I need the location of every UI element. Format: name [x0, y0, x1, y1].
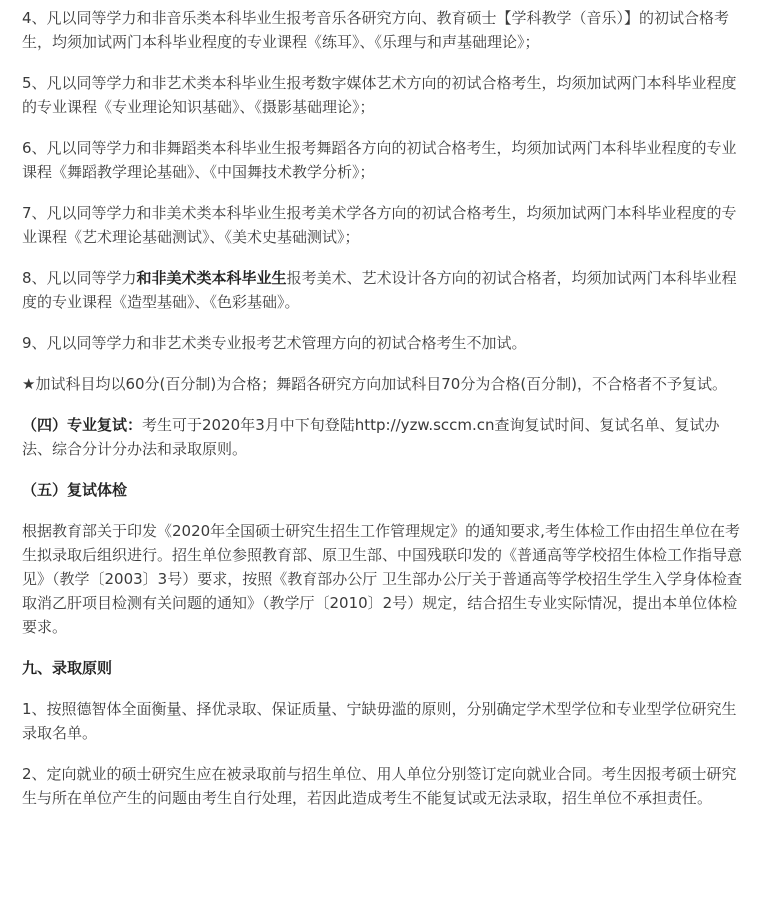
section-9-heading: 九、录取原则 — [22, 659, 113, 677]
paragraph-item-6: 6、凡以同等学力和非舞蹈类本科毕业生报考舞蹈各方向的初试合格考生，均须加试两门本科毕业程度的专业课程《舞蹈教学理论基础》、《中国舞技术教学分析》； — [22, 139, 737, 181]
section-4-text: 考生可于2020年3月中下旬登陆http://yzw.sccm.cn查询复试时间、复试名单、复试办法、综合分计分办法和录取原则。 — [22, 416, 720, 458]
section-4-retest — [22, 413, 748, 461]
document-body — [22, 0, 748, 810]
section-4-heading: （四）专业复试： — [22, 416, 143, 434]
paragraph-item-7: 7、凡以同等学力和非美术类本科毕业生报考美术学各方向的初试合格考生，均须加试两门本科毕业程度的专业课程《艺术理论基础测试》、《美术史基础测试》； — [22, 204, 737, 246]
section-5-heading: （五）复试体检 — [22, 481, 128, 499]
paragraph-item-8-rest: 报考美术、艺术设计各方向的初试合格者，均须加试两门本科毕业程度的专业课程《造型基础》、《色彩基础》。 — [22, 269, 737, 311]
paragraph-item-4: 4、凡以同等学力和非音乐类本科毕业生报考音乐各研究方向、教育硕士【学科教学（音乐）】的初试合格考生，均须加试两门本科毕业程度的专业课程《练耳》、《乐理与和声基础理论》； — [22, 9, 730, 51]
section-5-text: 根据教育部关于印发《2020年全国硕士研究生招生工作管理规定》的通知要求,考生体检工作由招生单位在考生拟录取后组织进行。招生单位参照教育部、原卫生部、中国残联印发的《普通高等学校招生体检工作指导意见》（教学〔2003〕3号）要求，按照《教育部办公厅 卫生部办公厅关于普通高等学校招生学生入学身体检查取消乙肝项目检测有关问题的通知》（教学厅〔2010〕2号）规定，结合招生专业实际情况，提出本单位体检要求。 — [22, 522, 743, 636]
paragraph-item-8-emphasis: 和非美术类本科毕业生 — [136, 269, 287, 287]
paragraph-item-5: 5、凡以同等学力和非艺术类本科毕业生报考数字媒体艺术方向的初试合格考生，均须加试两门本科毕业程度的专业课程《专业理论知识基础》、《摄影基础理论》； — [22, 74, 737, 116]
paragraph-item-8 — [22, 266, 748, 314]
paragraph-item-8-lead: 8、凡以同等学力 — [22, 269, 137, 287]
admission-rule-1: 1、按照德智体全面衡量、择优录取、保证质量、宁缺毋滥的原则，分别确定学术型学位和专业型学位研究生录取名单。 — [22, 700, 737, 742]
paragraph-item-9: 9、凡以同等学力和非艺术类专业报考艺术管理方向的初试合格考生不加试。 — [22, 334, 527, 352]
admission-rule-2: 2、定向就业的硕士研究生应在被录取前与招生单位、用人单位分别签订定向就业合同。考生因报考硕士研究生与所在单位产生的问题由考生自行处理，若因此造成考生不能复试或无法录取，招生单位不承担责任。 — [22, 765, 737, 807]
star-note: ★加试科目均以60分(百分制)为合格；舞蹈各研究方向加试科目70分为合格(百分制)，不合格者不予复试。 — [22, 375, 728, 393]
